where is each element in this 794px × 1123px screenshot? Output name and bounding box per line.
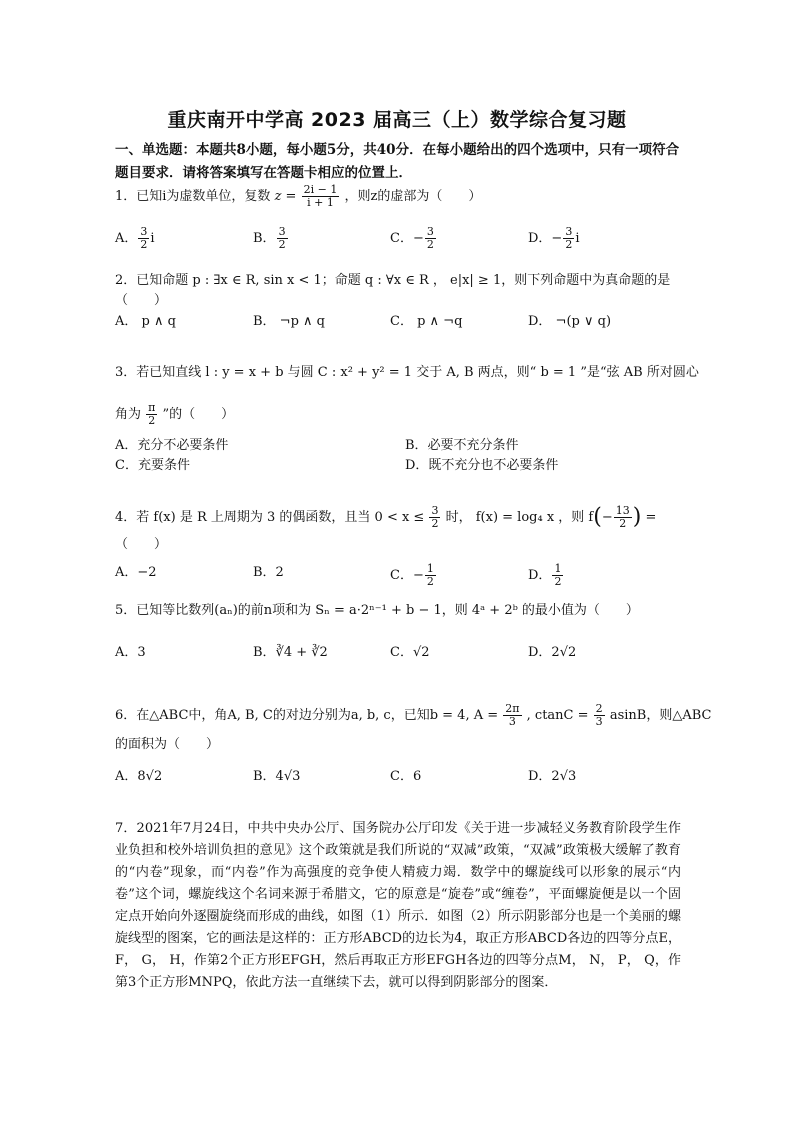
question-2-paren: （ ） [115, 293, 168, 308]
q1-z: z = [274, 189, 297, 204]
q1-pre: 1．已知i为虚数单位，复数 [115, 189, 271, 204]
q2-option-b[interactable]: B． ¬p ∧ q [253, 314, 326, 329]
question-7-text: 7．2021年7月24日，中共中央办公厅、国务院办公厅印发《关于进一步减轻义务教育阶段学生作业负担和校外培训负担的意见》这个政策就是我们所说的“双减”政策，“双减”政策极大缓解了教育的“内卷”现象，而“内卷”作为高强度的竞争使人精疲力竭．数学中的螺旋线可以形象的展示“内卷”这个词，螺旋线这个名词来源于希腊文，它的原意是“旋卷”或“缠卷”，平面螺旋便是以一个固定点开始向外逐圈旋绕而形成的曲线，如图（1）所示．如图（2）所示阴影部分也是一个美丽的螺旋线型的图案，它的画法是这样的：正方形ABCD的边长为4，取正方形ABCD各边的四等分点E， F， G， H，作第2个正方形EFGH，然后再取正方形EFGH各边的四等分点M， N， P， Q，作第3个正方形MNPQ，依此方法一直继续下去，就可以得到阴影部分的图案． [115, 821, 681, 990]
q3-option-c[interactable]: C．充要条件 [115, 458, 190, 473]
q2-option-a[interactable]: A． p ∧ q [115, 314, 176, 329]
question-3-stem-line2: 角为 $\frac{\pi}{2}$ ”的（ ） [115, 401, 235, 427]
question-4-paren: （ ） [115, 537, 168, 552]
q5-option-b[interactable]: B．∛4 + ∛2 [253, 645, 328, 660]
section-heading: 一、单选题：本题共8小题，每小题5分，共40分．在每小题给出的四个选项中，只有一项符合题目要求．请将答案填写在答题卡相应的位置上． [115, 142, 680, 181]
q3-fraction: $\frac{\pi}{2}$ [148, 401, 156, 427]
question-4-stem: 4．若 f(x) 是 R 上周期为 3 的偶函数，且当 0 < x ≤ $\frac{3}{2}$ 时， f(x) = log₄ x ，则 f(− $\frac{13}{2}$ ) = [115, 504, 657, 530]
q1-option-b[interactable]: B． $\frac{3}{2}$ [253, 225, 286, 251]
page-title: 重庆南开中学高 2023 届高三（上）数学综合复习题 [167, 109, 627, 131]
question-1-stem [115, 184, 481, 209]
q6-option-b[interactable]: B．4√3 [253, 769, 301, 784]
question-5-stem: 5．已知等比数列(aₙ)的前n项和为 Sₙ = a·2ⁿ⁻¹ + b − 1，则 4ᵃ + 2ᵇ 的最小值为（ ） [115, 603, 639, 618]
q5-option-d[interactable]: D．2√2 [528, 645, 577, 660]
q3-option-b[interactable]: B．必要不充分条件 [405, 438, 519, 453]
q4-option-c[interactable]: C．− $\frac{1}{2}$ [390, 562, 434, 588]
q6-option-c[interactable]: C．6 [390, 769, 422, 784]
q4-option-b[interactable]: B．2 [253, 565, 284, 580]
q2-option-c[interactable]: C． p ∧ ¬q [390, 314, 463, 329]
q5-option-a[interactable]: A．3 [115, 645, 146, 660]
q3-option-a[interactable]: A．充分不必要条件 [115, 438, 229, 453]
q1-post: ，则z的虚部为（ ） [344, 189, 482, 204]
q2-option-d[interactable]: D． ¬(p ∨ q) [528, 314, 612, 329]
q4-option-d[interactable]: D． $\frac{1}{2}$ [528, 562, 562, 588]
q3-option-d[interactable]: D．既不充分也不必要条件 [405, 458, 559, 473]
q5-option-c[interactable]: C．√2 [390, 645, 430, 660]
question-2-stem: 2．已知命题 p : ∃x ∈ R, sin x < 1；命题 q : ∀x ∈ R ， e|x| ≥ 1，则下列命题中为真命题的是 [115, 273, 671, 288]
q1-option-a[interactable]: A． $\frac{3}{2}$ i [115, 225, 155, 251]
q6-option-d[interactable]: D．2√3 [528, 769, 577, 784]
q6-option-a[interactable]: A．8√2 [115, 769, 163, 784]
question-6-stem-line2: 的面积为（ ） [115, 737, 220, 752]
question-6-stem: 6．在△ABC中，角A, B, C的对边分别为a, b, c，已知b = 4, A = $\frac{2\pi}{3}$ , ctanC = $\frac{2}{3}$ asinB，则△ABC [115, 702, 712, 728]
q1-fraction: $\frac{2i - 1}{i + 1}$ [303, 183, 338, 209]
q1-option-c[interactable]: C．− $\frac{3}{2}$ [390, 225, 434, 251]
q1-option-d[interactable]: D．− $\frac{3}{2}$ i [528, 225, 580, 251]
q4-option-a[interactable]: A．−2 [115, 565, 157, 580]
question-3-stem: 3．若已知直线 l : y = x + b 与圆 C : x² + y² = 1 交于 A, B 两点，则“ b = 1 ”是“弦 AB 所对圆心 [115, 365, 699, 380]
